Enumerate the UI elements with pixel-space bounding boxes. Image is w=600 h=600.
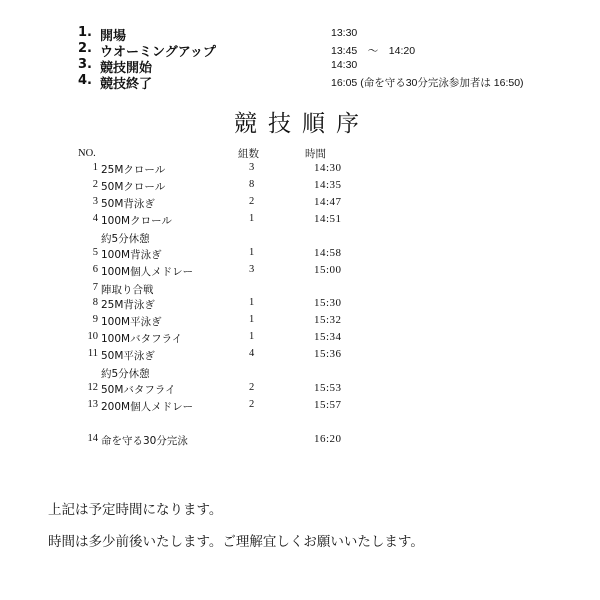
event-time: 15:57 — [314, 399, 342, 411]
event-time: 14:35 — [314, 179, 342, 191]
table-row — [0, 247, 600, 263]
schedule-number: 1. — [78, 25, 92, 40]
event-groups: 2 — [249, 196, 255, 207]
header-time: 時間 — [305, 148, 326, 160]
event-groups: 1 — [249, 297, 255, 308]
event-groups: 8 — [249, 179, 255, 190]
event-name: 100M平泳ぎ — [101, 316, 162, 328]
event-time: 15:30 — [314, 297, 342, 309]
event-time: 15:53 — [314, 382, 342, 394]
event-name: 100M背泳ぎ — [101, 249, 162, 261]
event-number: 7 — [92, 282, 98, 293]
table-row — [0, 433, 600, 449]
event-time: 15:32 — [314, 314, 342, 326]
schedule-time: 16:05 (命を守る30分完泳参加者は 16:50) — [331, 77, 524, 89]
event-time: 14:47 — [314, 196, 342, 208]
event-number: 11 — [87, 348, 98, 359]
event-time: 15:36 — [314, 348, 342, 360]
event-number: 13 — [87, 399, 98, 410]
schedule-number: 2. — [78, 41, 92, 56]
schedule-label: 競技開始 — [100, 61, 153, 76]
event-number: 14 — [87, 433, 98, 444]
event-groups: 1 — [249, 314, 255, 325]
event-groups: 2 — [249, 399, 255, 410]
table-row — [0, 297, 600, 313]
event-number: 5 — [92, 247, 98, 258]
event-name: 200M個人メドレー — [101, 401, 194, 413]
event-name: 約5分休憩 — [101, 233, 150, 245]
event-number: 12 — [87, 382, 98, 393]
table-row — [0, 331, 600, 347]
table-row — [0, 399, 600, 415]
event-name: 25Mクロール — [101, 164, 166, 176]
event-name: 100Mクロール — [101, 215, 172, 227]
schedule-label: 競技終了 — [100, 77, 153, 92]
event-groups: 3 — [249, 162, 255, 173]
note-line: 上記は予定時間になります。 — [48, 502, 223, 518]
event-number: 6 — [92, 264, 98, 275]
table-row — [0, 231, 600, 247]
table-row — [0, 366, 600, 382]
table-row — [0, 314, 600, 330]
event-name: 100M個人メドレー — [101, 266, 194, 278]
table-row — [0, 196, 600, 212]
event-name: 50Mクロール — [101, 181, 166, 193]
event-groups: 3 — [249, 264, 255, 275]
schedule-label: 開場 — [100, 29, 127, 44]
table-row — [0, 162, 600, 178]
table-row — [0, 282, 600, 298]
event-number: 3 — [92, 196, 98, 207]
event-name: 50M平泳ぎ — [101, 350, 155, 362]
event-name: 50M背泳ぎ — [101, 198, 155, 210]
event-time: 16:20 — [314, 433, 342, 445]
event-groups: 4 — [249, 348, 255, 359]
event-number: 2 — [92, 179, 98, 190]
table-row — [0, 382, 600, 398]
event-name: 命を守る30分完泳 — [101, 435, 188, 447]
event-groups: 2 — [249, 382, 255, 393]
schedule-number: 4. — [78, 73, 92, 88]
event-number: 4 — [92, 213, 98, 224]
event-number: 10 — [87, 331, 98, 342]
event-name: 50Mバタフライ — [101, 384, 176, 396]
event-time: 14:58 — [314, 247, 342, 259]
schedule-time: 13:45 ～ 14:20 — [331, 45, 416, 57]
event-groups: 1 — [249, 247, 255, 258]
event-time: 15:00 — [314, 264, 342, 276]
event-number: 9 — [92, 314, 98, 325]
table-row — [0, 213, 600, 229]
schedule-number: 3. — [78, 57, 92, 72]
event-time: 14:30 — [314, 162, 342, 174]
event-number: 8 — [92, 297, 98, 308]
event-time: 15:34 — [314, 331, 342, 343]
event-name: 25M背泳ぎ — [101, 299, 155, 311]
note-line: 時間は多少前後いたします。ご理解宜しくお願いいたします。 — [48, 534, 424, 550]
schedule-time: 13:30 — [331, 27, 358, 39]
schedule-time: 14:30 — [331, 59, 358, 71]
event-name: 約5分休憩 — [101, 368, 150, 380]
event-time: 14:51 — [314, 213, 342, 225]
event-groups: 1 — [249, 331, 255, 342]
header-no: NO. — [78, 148, 96, 159]
event-number: 1 — [92, 162, 98, 173]
schedule-label: ウオーミングアップ — [100, 45, 216, 60]
event-groups: 1 — [249, 213, 255, 224]
event-name: 100Mバタフライ — [101, 333, 183, 345]
event-name: 陣取り合戦 — [101, 284, 154, 296]
table-row — [0, 348, 600, 364]
table-row — [0, 179, 600, 195]
page-title: 競技順序 — [234, 111, 370, 137]
table-row — [0, 264, 600, 280]
header-groups: 組数 — [238, 148, 259, 160]
